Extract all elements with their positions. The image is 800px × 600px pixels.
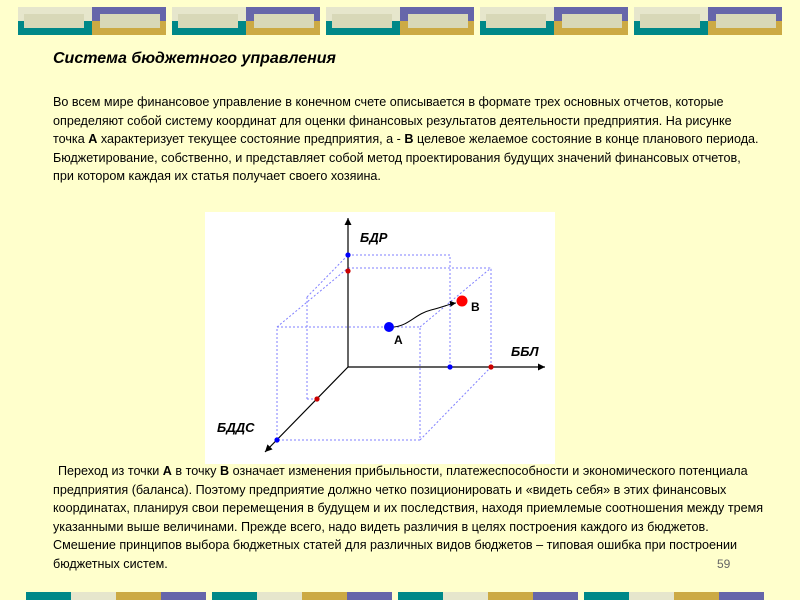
conclusion-paragraph xyxy=(53,462,765,574)
top-decoration-tile xyxy=(326,7,474,35)
diagonal-axis-label: БДДС xyxy=(217,420,255,435)
bottom-decoration-tile xyxy=(212,592,392,600)
axis-marker-red xyxy=(314,396,319,401)
bottom-decoration-tile xyxy=(584,592,764,600)
conclusion-text-part-1: Переход из точки xyxy=(58,464,163,478)
axis-marker-blue xyxy=(345,252,350,257)
axis-marker-blue xyxy=(274,437,279,442)
bottom-decoration-tile xyxy=(398,592,578,600)
point-a-marker xyxy=(384,322,394,332)
point-a-label: А xyxy=(394,333,403,347)
top-decoration-tile xyxy=(480,7,628,35)
conclusion-point-b: В xyxy=(219,464,230,478)
intro-paragraph xyxy=(53,93,765,186)
top-decoration-tile xyxy=(172,7,320,35)
dotted-cube xyxy=(277,255,491,440)
axis-marker-red xyxy=(488,364,493,369)
intro-point-b: В xyxy=(404,132,414,147)
point-b-label: В xyxy=(471,300,480,314)
intro-text-part-2: характеризует текущее состояние предприятия, а - xyxy=(97,132,405,147)
top-decoration-tile xyxy=(18,7,166,35)
top-decoration-tile xyxy=(634,7,782,35)
intro-text-part-3: целевое желаемое состояние в конце планового периода. Бюджетирование, собственно, и представляет собой метод проектирования будущих значений финансовых отчетов, при котором каждая их статья получает своего хозяина. xyxy=(53,132,759,184)
axis-marker-blue xyxy=(447,364,452,369)
point-b-marker xyxy=(457,296,468,307)
horizontal-axis-label: ББЛ xyxy=(511,344,539,359)
vertical-axis-label: БДР xyxy=(360,230,388,245)
trajectory-curve xyxy=(394,303,456,327)
conclusion-point-a: А xyxy=(162,464,172,478)
conclusion-text-part-2: в точку xyxy=(171,464,220,478)
intro-text-part-1: Во всем мире финансовое управление в конечном счете описывается в формате трех основных отчетов, которые определяют собой систему координат для оценки финансовых результатов деятельности предприятия. На рисунке точка xyxy=(53,95,732,147)
intro-point-a: А xyxy=(88,132,98,147)
axis-marker-red xyxy=(345,268,350,273)
budget-coordinates-diagram xyxy=(205,212,555,464)
conclusion-text-part-3: означает изменения прибыльности, платежеспособности и экономического потенциала предприятия (баланса). Поэтому предприятие должно четко позиционировать и «видеть себя» в этих финансовых координатах, планируя свои перемещения в будущем и их последствия, находя приемлемые соотношения между тремя указанными выше величинами. Прежде всего, надо видеть различия в целях построения каждого из бюджетов. Смешение принципов выбора бюджетных статей для различных видов бюджетов – типовая ошибка при построении бюджетных систем. xyxy=(53,464,764,571)
bottom-decoration-tile xyxy=(26,592,206,600)
slide-title: Система бюджетного управления xyxy=(53,50,336,67)
slide-number: 59 xyxy=(717,557,731,571)
